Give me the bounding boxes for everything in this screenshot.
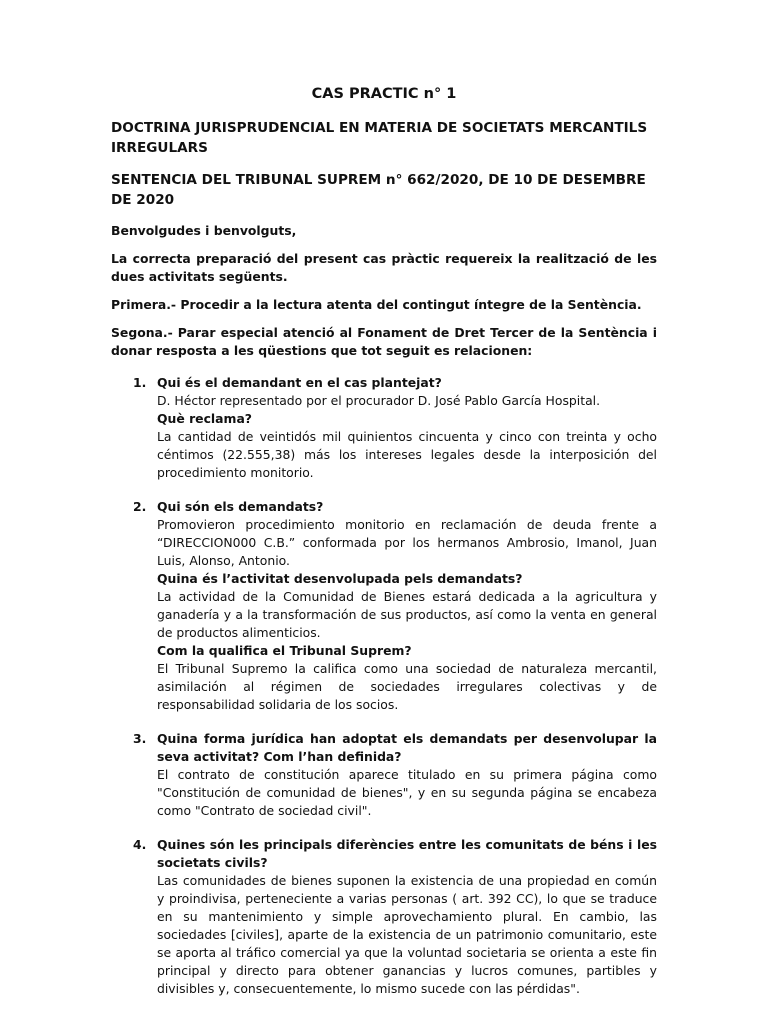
question-number: 3. [133,731,147,746]
answer-text: Promovieron procedimiento monitorio en reclamación de deuda frente a “DIRECCION000 C.B.” conformada por los hermanos Ambrosio, Imanol, Juan Luis, Alonso, Antonio. [157,517,657,568]
answer-text: El Tribunal Supremo la califica como una sociedad de naturaleza mercantil, asimilación al régimen de sociedades irregulares colectivas y de responsabilidad solidaria de los socios. [157,661,657,712]
intro-paragraph: La correcta preparació del present cas pràctic requereix la realització de les dues activitats següents. [111,251,657,284]
doctrine-heading: DOCTRINA JURISPRUDENCIAL EN MATERIA DE SOCIETATS MERCANTILS IRREGULARS [111,120,648,156]
answer-text: D. Héctor representado por el procurador D. José Pablo García Hospital. [157,393,601,408]
second-activity: Segona.- Parar especial atenció al Fonament de Dret Tercer de la Sentència i donar resposta a les qüestions que tot seguit es relacionen: [111,325,657,358]
question-number: 4. [133,837,147,852]
question-list [111,374,657,998]
question-number: 1. [133,375,147,390]
question-text: Què reclama? [157,411,252,426]
question-text: Qui és el demandant en el cas plantejat? [157,375,442,390]
question-item-3 [111,730,657,820]
answer-text: Las comunidades de bienes suponen la existencia de una propiedad en común y proindivisa, perteneciente a varias personas ( art. 392 CC), lo que se traduce en su mantenimiento y simple aprovechamiento plural. En cambio, las sociedades [civiles], aparte de la existencia de un patrimonio comunitario, este se aporta al tráfico comercial ya que la voluntad societaria se orienta a este fin principal y directo para obtener ganancias y lucros comunes, partibles y divisibles y, consecuentemente, lo mismo sucede con las pérdidas". [157,873,657,996]
question-item-4 [111,836,657,998]
question-text: Qui són els demandats? [157,499,324,514]
question-text: Quines són les principals diferències entre les comunitats de béns i les societats civils? [157,837,657,870]
answer-text: La actividad de la Comunidad de Bienes estará dedicada a la agricultura y ganadería y a la transformación de sus productos, así como la venta en general de productos alimenticios. [157,589,657,640]
greeting: Benvolgudes i benvolguts, [111,223,297,238]
answer-text: La cantidad de veintidós mil quinientos cincuenta y cinco con treinta y ocho céntimos (22.555,38) más los intereses legales desde la interposición del procedimiento monitorio. [157,429,657,480]
first-activity: Primera.- Procedir a la lectura atenta del contingut íntegre de la Sentència. [111,297,642,312]
document-title: CAS PRACTIC n° 1 [311,86,457,102]
question-text: Com la qualifica el Tribunal Suprem? [157,643,412,658]
question-text: Quina és l’activitat desenvolupada pels demandats? [157,571,523,586]
question-text: Quina forma jurídica han adoptat els demandats per desenvolupar la seva activitat? Com l’han definida? [157,731,657,764]
question-number: 2. [133,499,147,514]
answer-text: El contrato de constitución aparece titulado en su primera página como "Constitución de comunidad de bienes", y en su segunda página se encabeza como "Contrato de sociedad civil". [157,767,657,818]
question-item-1 [111,374,657,482]
sentence-heading: SENTENCIA DEL TRIBUNAL SUPREM n° 662/2020, DE 10 DE DESEMBRE DE 2020 [111,172,646,208]
question-item-2 [111,498,657,714]
